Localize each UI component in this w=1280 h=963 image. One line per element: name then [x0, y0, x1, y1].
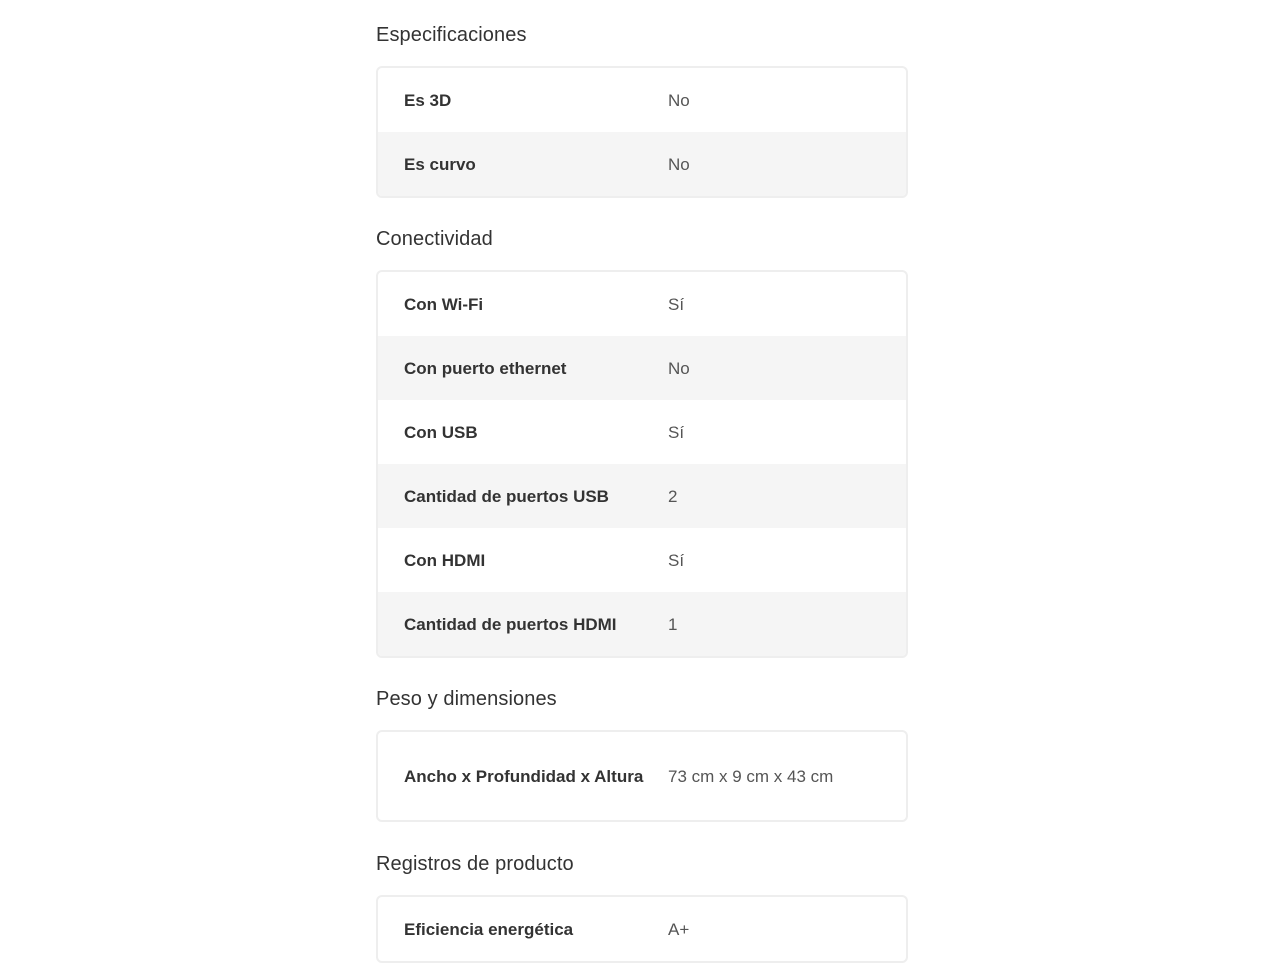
- spec-row: [378, 464, 906, 528]
- spec-table-peso-y-dimensiones: [376, 730, 908, 822]
- spec-row: [378, 528, 906, 592]
- spec-label: Con HDMI: [404, 550, 486, 570]
- spec-row: [378, 592, 906, 656]
- spec-row: [378, 400, 906, 464]
- spec-value: A+: [668, 919, 690, 939]
- spec-value: Sí: [668, 550, 685, 570]
- spec-label: Ancho x Profundidad x Altura: [404, 766, 644, 786]
- spec-value: Sí: [668, 422, 685, 442]
- spec-label: Cantidad de puertos USB: [404, 486, 609, 506]
- spec-table-especificaciones: [376, 66, 908, 198]
- spec-label: Es curvo: [404, 154, 476, 174]
- spec-row: [378, 897, 906, 961]
- spec-value: No: [668, 358, 690, 378]
- spec-value: No: [668, 90, 690, 110]
- spec-row: [378, 272, 906, 336]
- section-title-registros-de-producto: Registros de producto: [376, 853, 574, 875]
- spec-label: Con Wi-Fi: [404, 294, 484, 314]
- spec-value: 73 cm x 9 cm x 43 cm: [668, 766, 834, 786]
- spec-value: Sí: [668, 294, 685, 314]
- spec-row: [378, 132, 906, 196]
- spec-table-registros-de-producto: [376, 895, 908, 963]
- spec-row: [378, 732, 906, 820]
- spec-label: Es 3D: [404, 90, 452, 110]
- section-title-conectividad: Conectividad: [376, 228, 493, 250]
- spec-label: Cantidad de puertos HDMI: [404, 614, 617, 634]
- spec-label: Eficiencia energética: [404, 919, 574, 939]
- section-title-especificaciones: Especificaciones: [376, 24, 527, 46]
- section-title-peso-y-dimensiones: Peso y dimensiones: [376, 688, 557, 710]
- spec-label: Con puerto ethernet: [404, 358, 567, 378]
- spec-value: 1: [668, 614, 678, 634]
- spec-value: 2: [668, 486, 678, 506]
- spec-table-conectividad: [376, 270, 908, 658]
- spec-value: No: [668, 154, 690, 174]
- spec-row: [378, 336, 906, 400]
- spec-row: [378, 68, 906, 132]
- spec-label: Con USB: [404, 422, 478, 442]
